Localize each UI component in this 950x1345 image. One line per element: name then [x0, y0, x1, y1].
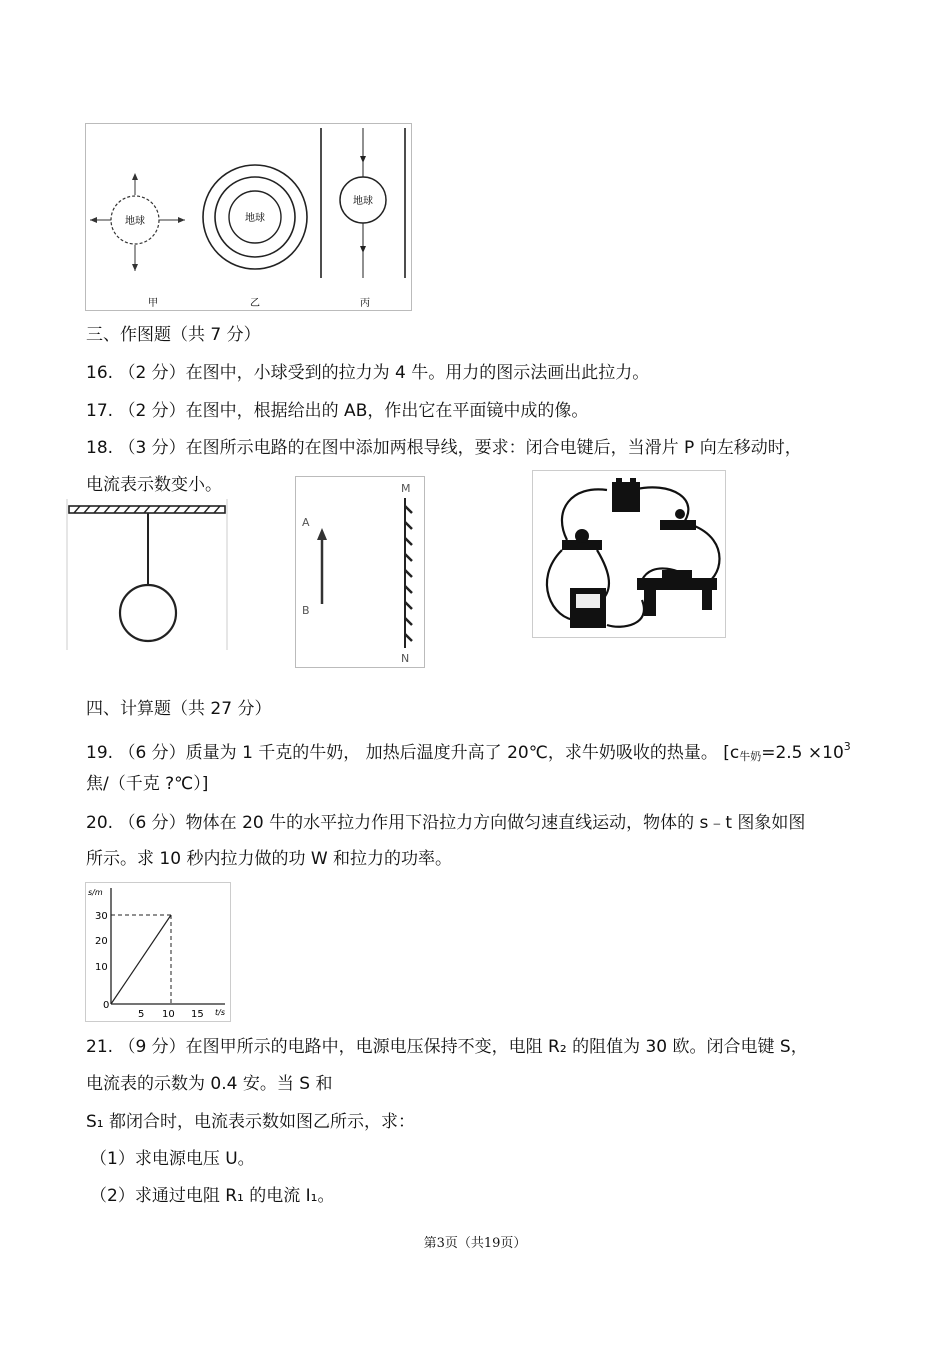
question-19-text: 19. （6 分）质量为 1 千克的牛奶， 加热后温度升高了 20℃，求牛奶吸收的热量。 [c [86, 743, 740, 763]
question-19-value: =2.5 ×10 [761, 743, 844, 763]
question-21-sub2: （2）求通过电阻 R₁ 的电流 I₁。 [90, 1186, 335, 1206]
earth-label-bing: 地球 [353, 196, 373, 207]
section3-heading: 三、作图题（共 7 分） [86, 325, 261, 345]
question-18-line1: 18. （3 分）在图所示电路的在图中添加两根导线，要求：闭合电键后，当滑片 P 向左移动时， [86, 438, 802, 458]
question-20-line2: 所示。求 10 秒内拉力做的功 W 和拉力的功率。 [86, 849, 453, 869]
point-b-label: B [302, 604, 310, 617]
question-20-line1: 20. （6 分）物体在 20 牛的水平拉力作用下沿拉力方向做匀速直线运动，物体的 s﹣t 图象如图 [86, 813, 806, 833]
point-a-label: A [302, 516, 310, 529]
mirror-n-label: N [401, 652, 410, 665]
diagram-jia [90, 173, 185, 271]
c-subscript: 牛奶 [739, 750, 762, 763]
question-19-line1 [86, 736, 851, 768]
label-yi: 乙 [250, 298, 260, 309]
earth-field-figure [85, 123, 412, 313]
bulb-icon [562, 529, 602, 550]
page-footer: 第3页（共19页） [423, 1236, 527, 1251]
question-21-line1: 21. （9 分）在图甲所示的电路中，电源电压保持不变，电阻 R₂ 的阻值为 30 欧。闭合电键 S， [86, 1037, 808, 1057]
earth-label-jia: 地球 [125, 216, 145, 227]
question-18-line2: 电流表示数变小。 [86, 475, 222, 495]
y-tick-10: 10 [95, 962, 108, 973]
diagram-yi [203, 165, 307, 269]
question-21-sub1: （1）求电源电压 U。 [90, 1149, 255, 1169]
x-tick-15: 15 [191, 1009, 204, 1020]
x-tick-0: 0 [103, 1000, 110, 1011]
battery-icon [612, 482, 640, 512]
section4-heading: 四、计算题（共 27 分） [86, 699, 272, 719]
mirror-figure [295, 476, 425, 668]
series-line [111, 915, 171, 1004]
x-axis-label: t/s [215, 1008, 225, 1017]
question-17: 17. （2 分）在图中，根据给出的 AB，作出它在平面镜中成的像。 [86, 401, 589, 421]
y-tick-20: 20 [95, 936, 108, 947]
mirror-m-label: M [401, 482, 411, 495]
diagram-bing [321, 128, 405, 278]
question-16: 16. （2 分）在图中，小球受到的拉力为 4 牛。用力的图示法画出此拉力。 [86, 363, 650, 383]
y-tick-30: 30 [95, 911, 108, 922]
earth-label-yi: 地球 [245, 213, 265, 224]
hanging-ball-figure [66, 498, 228, 650]
y-axis-label: s/m [88, 888, 103, 897]
question-21-line3: S₁ 都闭合时，电流表示数如图乙所示，求： [86, 1112, 416, 1132]
label-jia: 甲 [148, 298, 158, 309]
ammeter-icon [570, 588, 606, 628]
st-graph-figure [85, 882, 231, 1022]
exponent: 3 [843, 740, 851, 753]
circuit-figure [532, 470, 726, 638]
switch-icon [660, 509, 696, 530]
rheostat-icon [637, 570, 717, 616]
x-tick-5: 5 [138, 1009, 145, 1020]
label-bing: 丙 [360, 298, 370, 309]
x-tick-10: 10 [162, 1009, 175, 1020]
question-19-line2: 焦/（千克 ?℃）] [86, 774, 209, 794]
question-21-line2: 电流表的示数为 0.4 安。当 S 和 [86, 1074, 333, 1094]
